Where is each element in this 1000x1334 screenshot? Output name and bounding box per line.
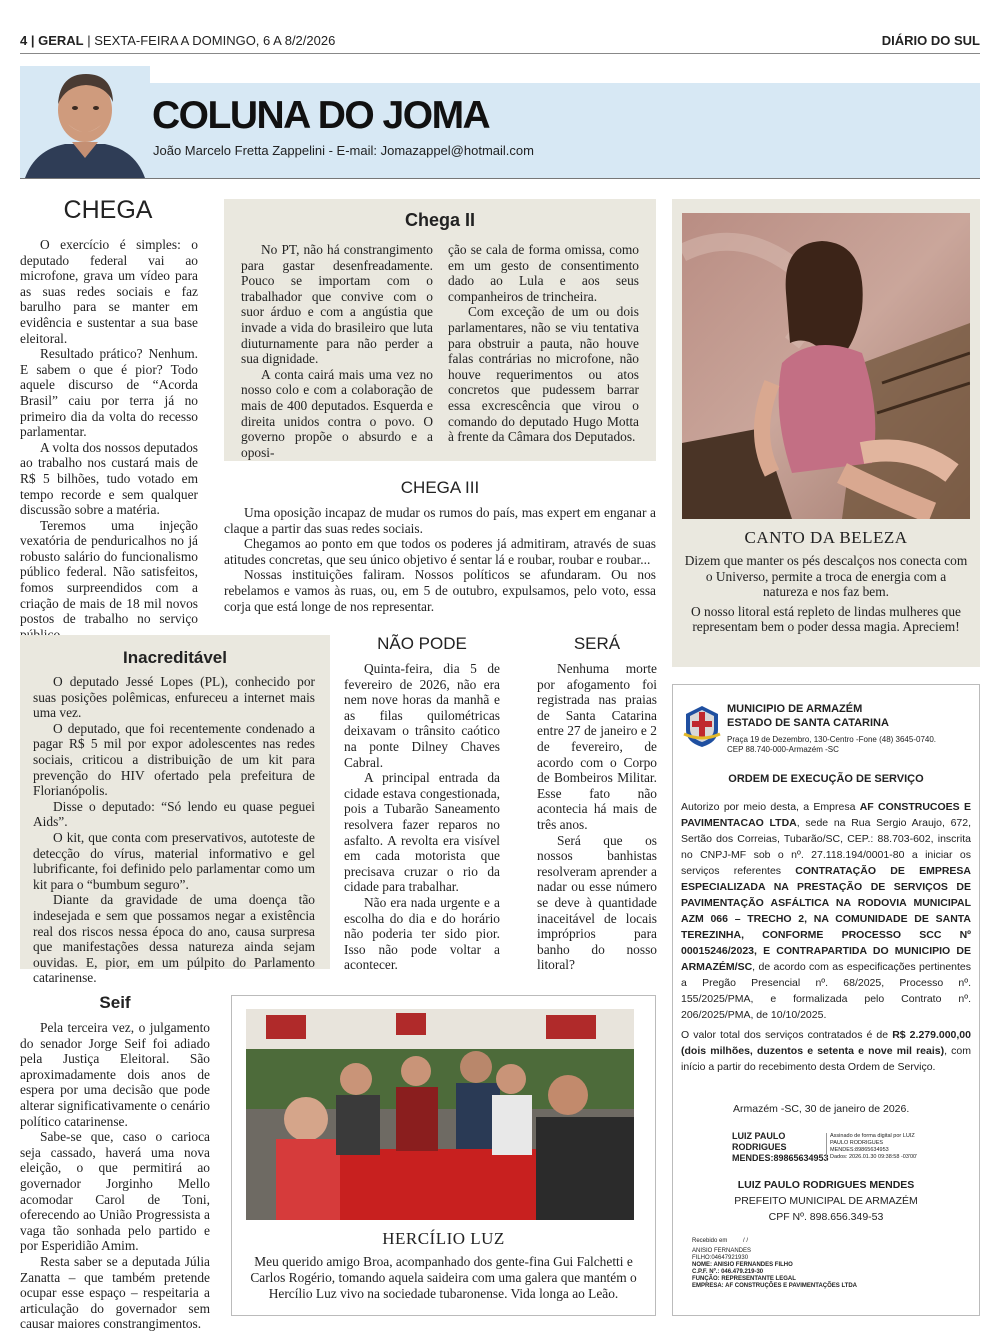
notice-official bbox=[672, 1177, 980, 1225]
sera-body bbox=[537, 661, 657, 973]
receipt-company: EMPRESA: AF CONSTRUÇÕES E PAVIMENTAÇÕES LTDA bbox=[692, 1283, 858, 1289]
inacreditavel-body bbox=[33, 674, 315, 986]
notice-org-state: ESTADO DE SANTA CATARINA bbox=[727, 717, 889, 729]
seif-title: Seif bbox=[99, 993, 131, 1012]
chega-ii-col1 bbox=[241, 242, 433, 460]
notice-signature-meta bbox=[826, 1133, 917, 1161]
issue-date: SEXTA-FEIRA A DOMINGO, 6 A 8/2/2026 bbox=[94, 33, 336, 48]
page-number: 4 bbox=[20, 33, 28, 48]
chega-iii-body bbox=[224, 505, 656, 614]
chega-iii-paragraph: Uma oposição incapaz de mudar os rumos do país, mas expert em enganar a claque a partir das suas redes sociais. bbox=[224, 505, 656, 536]
chega-paragraph: Resultado prático? Nenhum. E sabem o que é pior? Todo aquele discurso de “Acorda Brasil” caiu por terra já no primeiro dia da volta do recesso parlamentar. bbox=[20, 346, 198, 440]
chega-body bbox=[20, 237, 198, 642]
hercilio-photo bbox=[246, 1009, 634, 1220]
sera-paragraph: Será que os nossos banhistas resolveram aprender a nadar ou esse número se deve à quantidade inaceitável de locais impróprios para banho do nosso litoral? bbox=[537, 832, 657, 973]
inacreditavel-paragraph: O deputado Jessé Lopes (PL), conhecido por suas posições polêmicas, enfureceu a internet mais uma vez. bbox=[33, 674, 315, 721]
seif-paragraph: Pela terceira vez, o julgamento do senador Jorge Seif foi adiado pela Justiça Eleitoral. São aproximadamente dois anos de espera por uma decisão que pode alterar significativamente o cenário político catarinense. bbox=[20, 1020, 210, 1129]
coat-of-arms-icon bbox=[682, 702, 722, 748]
chega-paragraph: O exercício é simples: o deputado federal vai ao microfone, grava um vídeo para as suas redes sociais e faz barulho para se manter em evidência e sustentar a sua base eleitoral. bbox=[20, 237, 198, 346]
column-byline: João Marcelo Fretta Zappelini - E-mail: Jomazappel@hotmail.com bbox=[153, 143, 534, 158]
official-cpf: CPF Nº. 898.656.349-53 bbox=[768, 1211, 884, 1223]
inacreditavel-title: Inacreditável bbox=[123, 648, 227, 667]
receipt-role: FUNÇÃO: REPRESENTANTE LEGAL bbox=[692, 1276, 796, 1282]
notice-signature-name bbox=[732, 1131, 829, 1164]
nao-pode-paragraph: Quinta-feira, dia 5 de fevereiro de 2026, não era nem nove horas da manhã e as filas quilométricas deixavam o trânsito caótico na ponte Dilney Chaves Cabral. bbox=[344, 661, 500, 770]
receipt-label: Recebido em / / bbox=[692, 1238, 749, 1244]
beauty-paragraph: O nosso litoral está repleto de lindas mulheres que representam bem o poder dessa magia. Apreciem! bbox=[691, 603, 961, 635]
notice-paragraph: Autorizo por meio desta, a Empresa AF CONSTRUCOES E PAVIMENTACAO LTDA, sede na Rua Sergio Araujo, 672, Sertão dos Correias, Tubarão/SC, CEP.: 88.703-602, inscrita no CNPJ-MF sob o nº. 27.118.194/0001-80 a iniciar os serviços referentes CONTRATAÇÃO DE EMPRESA ESPECIALIZADA NA PRESTAÇÃO DE SERVIÇOS DE PAVIMENTAÇÃO ASFÁLTICA NA RODOVIA MUNICIPAL AZM 066 – TRECHO 2, NA COMUNIDADE DE SANTA TEREZINHA, CONFORME PROCESSO SCC Nº 00015246/2023, E CONTRAPARTIDA DO MUNICIPIO DE ARMAZÉM/SC, de acordo com as especificações pertinentes a Pregão Presencial nº. 68/2025, Processo nº. 155/2025/PMA, e formalizada pelo Contrato nº. 206/2025/PMA, de 10/10/2025. bbox=[681, 801, 972, 1021]
notice-org-name: MUNICIPIO DE ARMAZÉM bbox=[727, 703, 863, 715]
chega-iii-paragraph: Nossas instituições faliram. Nossos políticos se afundaram. Ou nos rebelamos e vamos às ruas, ou, em 5 de outubro, expulsamos, pelo voto, essa corja que está longe de nos representar. bbox=[224, 567, 656, 614]
official-name: LUIZ PAULO RODRIGUES MENDES bbox=[737, 1179, 915, 1191]
nao-pode-paragraph: Não era nada urgente e a escolha do dia e do horário não poderia ter sido pior. Isso não pode voltar a acontecer. bbox=[344, 894, 500, 973]
chega-iii-title: CHEGA III bbox=[400, 478, 480, 497]
chega-iii-paragraph: Chegamos ao ponto em que todos os poderes já admitiram, através de suas atitudes concretas, que seu único objetivo é sentar lá e roubar, roubar e roubar... bbox=[224, 536, 656, 567]
notice-receipt bbox=[692, 1238, 857, 1290]
notice-address: Praça 19 de Dezembro, 130-Centro -Fone (48) 3645-0740. bbox=[727, 735, 937, 744]
sig-line: MENDES:89865634953 bbox=[732, 1153, 829, 1163]
chega-ii-paragraph: ção se cala de forma omissa, como em um gesto de consentimento dado ao Lula e aos seus companheiros de trincheira. bbox=[448, 242, 639, 304]
notice-paragraph: O valor total dos serviços contratados é de R$ 2.279.000,00 (dois milhões, duzentos e setenta e nove mil reais), com início a partir do recebimento desta Ordem de Serviço. bbox=[681, 1029, 971, 1073]
nao-pode-title: NÃO PODE bbox=[377, 634, 467, 653]
notice-cep: CEP 88.740-000-Armazém -SC bbox=[727, 745, 839, 754]
receipt-signer: FILHO:04647921930 bbox=[692, 1255, 749, 1261]
inacreditavel-paragraph: O kit, que conta com preservativos, autoteste de detecção do vírus, material informativo e gel lubrificante, foi definido pelo parlamentar como um kit para o “bumbum seguro”. bbox=[33, 829, 315, 892]
chega-ii-title: Chega II bbox=[404, 210, 475, 230]
seif-paragraph: Sabe-se que, caso o carioca seja cassado, haverá uma nova eleição, o que permitirá ao governador Jorginho Mello acomodar Carol de Toni, oferecendo ao União Progressista a vaga tão sonhada pelo partido e por Esperidião Amim. bbox=[20, 1129, 210, 1254]
section-name: GERAL bbox=[38, 33, 84, 48]
chega-ii-paragraph: Com exceção de um ou dois parlamentares, não se viu tentativa para obstruir a pauta, não houve falas contrárias no microfone, não houve requerimentos ou atos concretos que pudessem barrar essa excrescência que virou o comando do deputado Hugo Motta à frente da Câmara dos Deputados. bbox=[448, 304, 639, 445]
sera-paragraph: Nenhuma morte por afogamento foi registrada nas praias de Santa Catarina entre 27 de janeiro e 2 de fevereiro, de acordo com o Corpo de Bombeiros Militar. Esse fato não acontecia há mais de três anos. bbox=[537, 661, 657, 832]
notice-body bbox=[681, 799, 971, 1075]
receipt-name: NOME: ANISIO FERNANDES FILHO bbox=[692, 1262, 793, 1268]
sig-meta-line: Dados: 2026.01.30 09:38:58 -03'00' bbox=[830, 1154, 918, 1160]
sera-title: SERÁ bbox=[573, 634, 621, 653]
banner-rule bbox=[20, 178, 980, 179]
chega-paragraph: A volta dos nossos deputados ao trabalho nos custará mais de R$ 5 bilhões, tudo votado em tempo recorde e sem qualquer discussão sobre a matéria. bbox=[20, 439, 198, 518]
sig-meta-line: MENDES:89865634953 bbox=[830, 1147, 889, 1153]
inacreditavel-paragraph: O deputado, que foi recentemente condenado a pagar R$ 5 mil por expor adolescentes nas redes sociais, criticou a distribuição de um kit para prevenção do HIV ofertado pela prefeitura de Florianópolis. bbox=[33, 720, 315, 799]
sig-line: LUIZ PAULO bbox=[732, 1131, 786, 1141]
receipt-signer: ANISIO FERNANDES bbox=[692, 1248, 752, 1254]
beauty-paragraph: Dizem que manter os pés descalços nos conecta com o Universo, permite a troca de energia com a natureza e nos faz bem. bbox=[684, 553, 968, 600]
newspaper-name: DIÁRIO DO SUL bbox=[881, 33, 980, 48]
official-role: PREFEITO MUNICIPAL DE ARMAZÉM bbox=[734, 1195, 918, 1207]
hercilio-title: HERCÍLIO LUZ bbox=[382, 1229, 505, 1248]
beauty-title: CANTO DA BELEZA bbox=[744, 528, 908, 547]
sig-meta-line: Assinado de forma digital por LUIZ bbox=[830, 1133, 915, 1139]
inacreditavel-paragraph: Disse o deputado: “Só lendo eu quase peguei Aids”. bbox=[33, 798, 315, 830]
beauty-photo bbox=[682, 213, 970, 519]
nao-pode-body bbox=[344, 661, 500, 973]
chega-ii-paragraph: A conta cairá mais uma vez no nosso colo e com a colaboração de mais de 400 deputados. Esquerda e direita unidos contra o povo. O governo propõe o absurdo e a oposi- bbox=[241, 366, 433, 460]
receipt-cpf: C.P.F. Nº.: 046.479.219-30 bbox=[692, 1269, 764, 1275]
seif-body bbox=[20, 1020, 210, 1332]
inacreditavel-paragraph: Diante da gravidade de uma doença tão indesejada e sem que possamos negar a existência real dos riscos nessa época do ano, causa surpresa que manifestações dessa natureza ainda sejam ouvidas. E, pior, em um púlpito do Parlamento catarinense. bbox=[33, 892, 315, 986]
beauty-text bbox=[684, 553, 968, 635]
chega-paragraph: Teremos uma injeção vexatória de penduricalhos no já robusto salário do funcionalismo público federal. Não satisfeitos, fomos surpreendidos com a criação de mais de 18 mil novos postos de trabalho no serviço bbox=[20, 517, 198, 627]
notice-title: ORDEM DE EXECUÇÃO DE SERVIÇO bbox=[728, 773, 924, 785]
chega-ii-paragraph: No PT, não há constrangimento para gastar desenfreadamente. Pouco se importam com o trabalhador que convive com o suor árduo e com a angústia que invade a vida do brasileiro que luta diuturnamente para não perder a sua dignidade. bbox=[241, 242, 433, 367]
column-title: COLUNA DO JOMA bbox=[152, 94, 490, 137]
page-header: 4 | GERAL | SEXTA-FEIRA A DOMINGO, 6 A 8/2/2026 DIÁRIO DO SUL bbox=[20, 33, 980, 48]
chega-title: CHEGA bbox=[63, 196, 153, 224]
hercilio-caption: Meu querido amigo Broa, acompanhado dos gente-fina Gui Falchetti e Carlos Rogério, tomando aquela saideira com uma galera que mantém o Hercílio Luz vivo na sociedade tubaronense. Vida longa ao Leão. bbox=[250, 1254, 637, 1301]
seif-paragraph: Resta saber se a deputada Júlia Zanatta – que também pretende ocupar esse espaço – respeitaria a articulação do governador sem causar maiores constrangimentos. bbox=[20, 1253, 210, 1332]
nao-pode-paragraph: A principal entrada da cidade estava congestionada, pois a Tubarão Saneamento resolvera fazer reparos no asfalto. A revolta era visível em cada motorista que precisava cruzar o rio da cidade para trabalhar. bbox=[344, 770, 500, 895]
sig-meta-line: PAULO RODRIGUES bbox=[830, 1140, 884, 1146]
sig-line: RODRIGUES bbox=[732, 1142, 787, 1152]
notice-place-date: Armazém -SC, 30 de janeiro de 2026. bbox=[733, 1103, 910, 1115]
header-rule bbox=[20, 53, 980, 54]
columnist-photo bbox=[20, 66, 150, 178]
chega-ii-col2 bbox=[448, 242, 639, 445]
